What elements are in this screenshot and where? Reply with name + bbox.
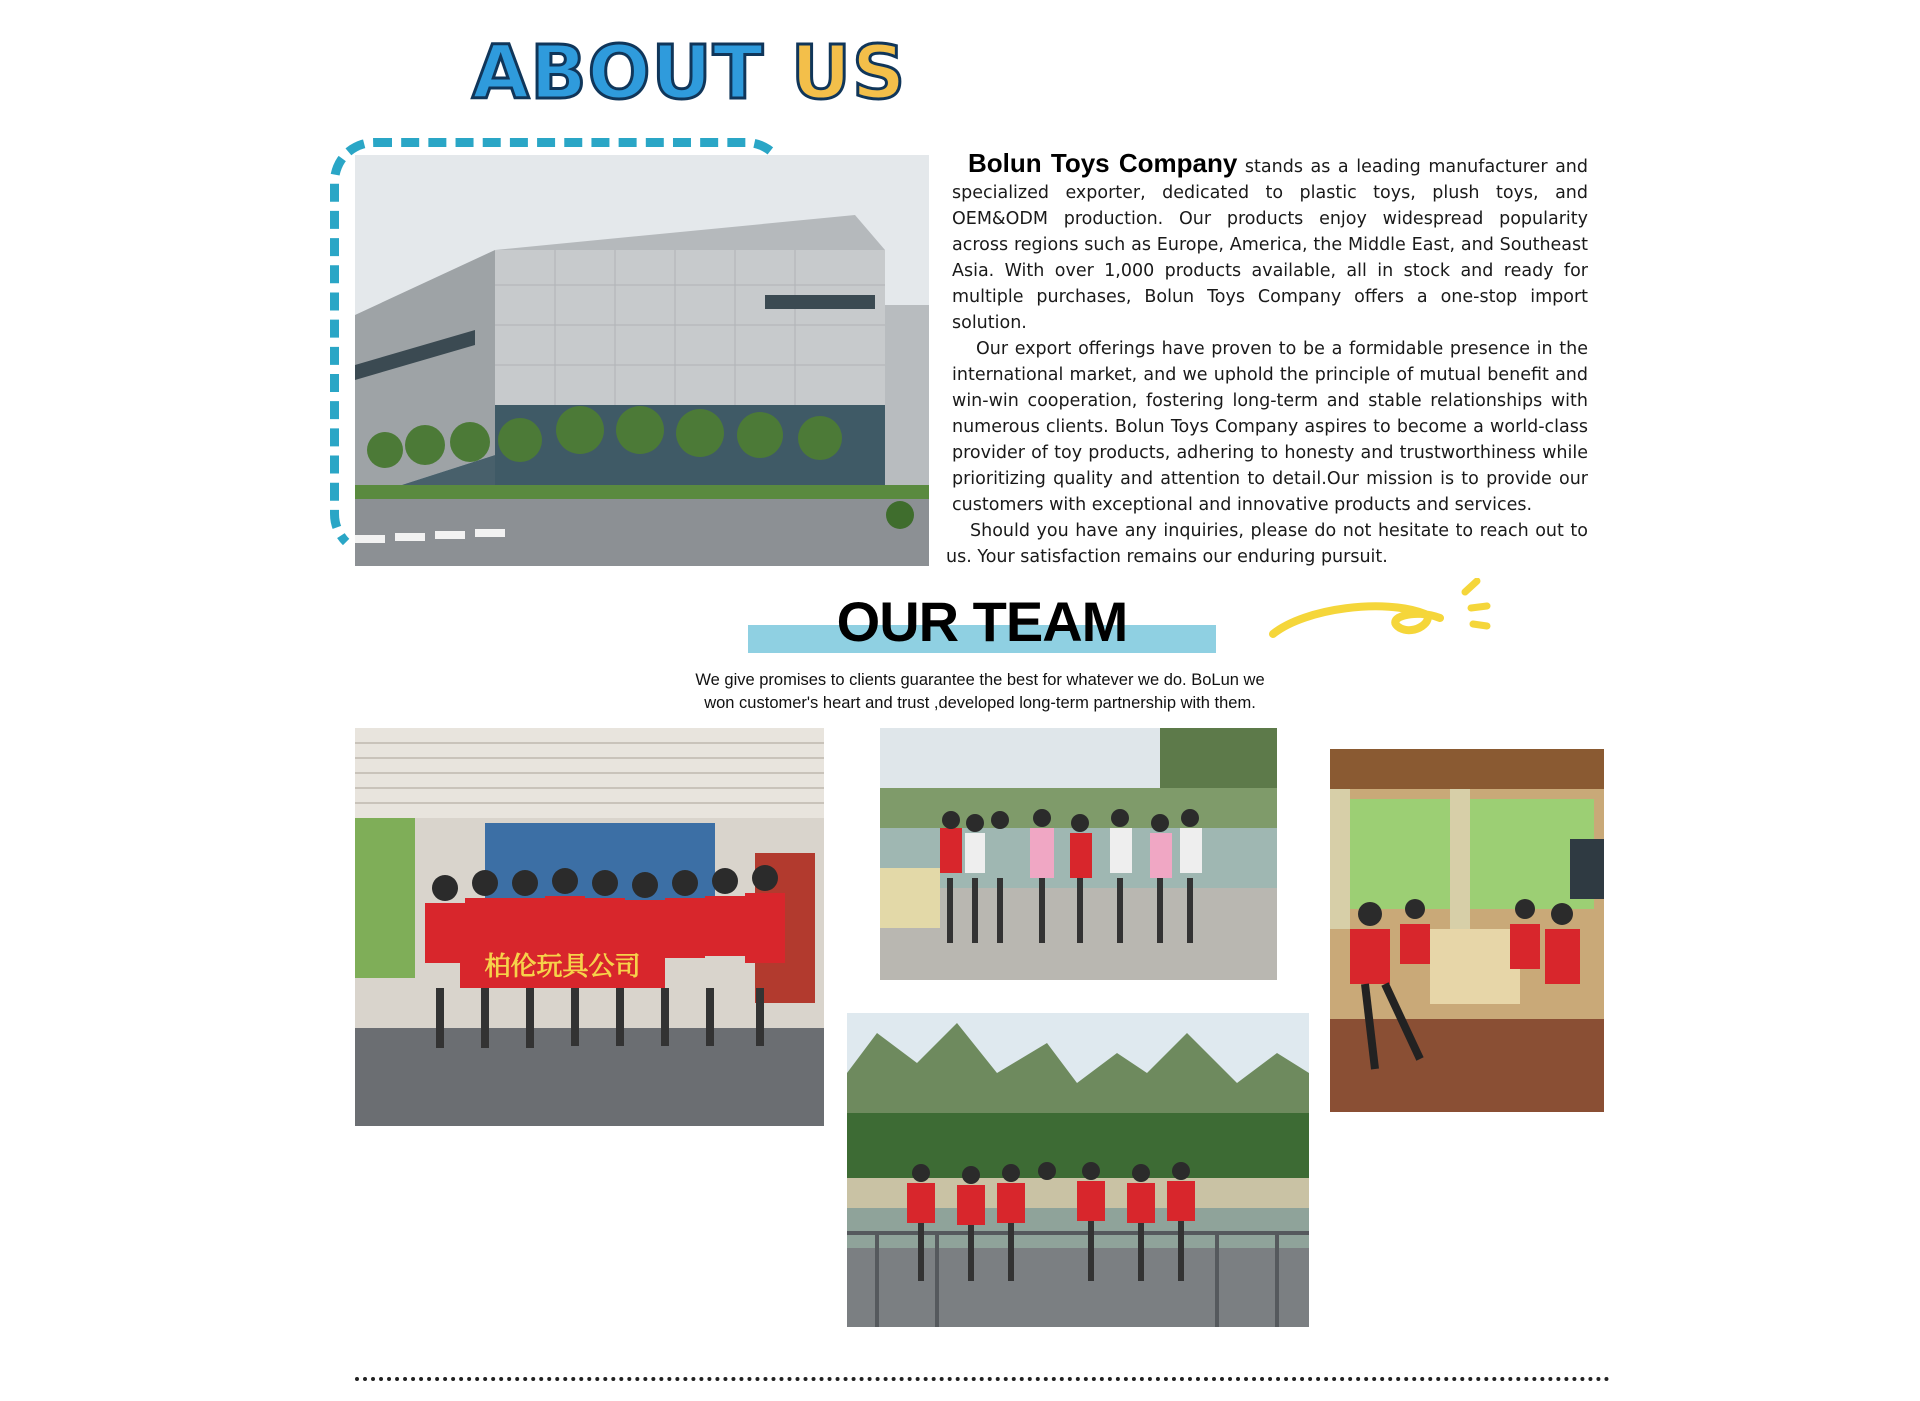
team-subtitle-line2: won customer's heart and trust ,developed long-term partnership with them. (704, 694, 1256, 712)
team-subtitle (640, 669, 1320, 715)
team-photo-mountains (847, 1013, 1309, 1327)
team-photo-riverside (880, 728, 1277, 980)
team-subtitle-line1: We give promises to clients guarantee the best for whatever we do. BoLun we (695, 671, 1265, 689)
squiggle-decoration (1265, 578, 1495, 648)
about-paragraph-1 (952, 150, 1588, 336)
about-description (946, 148, 1589, 570)
about-paragraph-2: Our export offerings have proven to be a formidable presence in the international market, and we uphold the principle of mutual benefit and win-win cooperation, fostering long-term and stable relationships with numerous clients. Bolun Toys Company aspires to become a world-class provider of toy products, adhering to honesty and trustworthiness while prioritizing quality and attention to detail.Our mission is to provide our customers with exceptional and innovative products and services. (952, 339, 1588, 515)
dotted-divider (355, 1377, 1610, 1381)
about-heading-word1: ABOUT (472, 30, 765, 116)
banner-text: 柏伦玩具公司 (484, 952, 641, 982)
team-photo-banner (355, 728, 824, 1126)
about-paragraph-3: Should you have any inquiries, please do not hesitate to reach out to us. Your satisfaction remains our enduring pursuit. (946, 521, 1588, 567)
company-name: Bolun Toys Company (968, 148, 1238, 178)
about-paragraph-1-text: stands as a leading manufacturer and specialized exporter, dedicated to plastic toys, plush toys, and OEM&ODM production. Our products enjoy widespread popularity across regions such as Europe, America, the Middle East, and Southeast Asia. With over 1,000 products available, all in stock and ready for multiple purchases, Bolun Toys Company offers a one-stop import solution. (952, 157, 1589, 333)
about-heading-word2: US (790, 30, 907, 116)
about-us-heading (472, 30, 907, 116)
team-photo-dining (1330, 749, 1604, 1112)
factory-building-image (355, 155, 929, 566)
team-heading: OUR TEAM (836, 590, 1128, 653)
